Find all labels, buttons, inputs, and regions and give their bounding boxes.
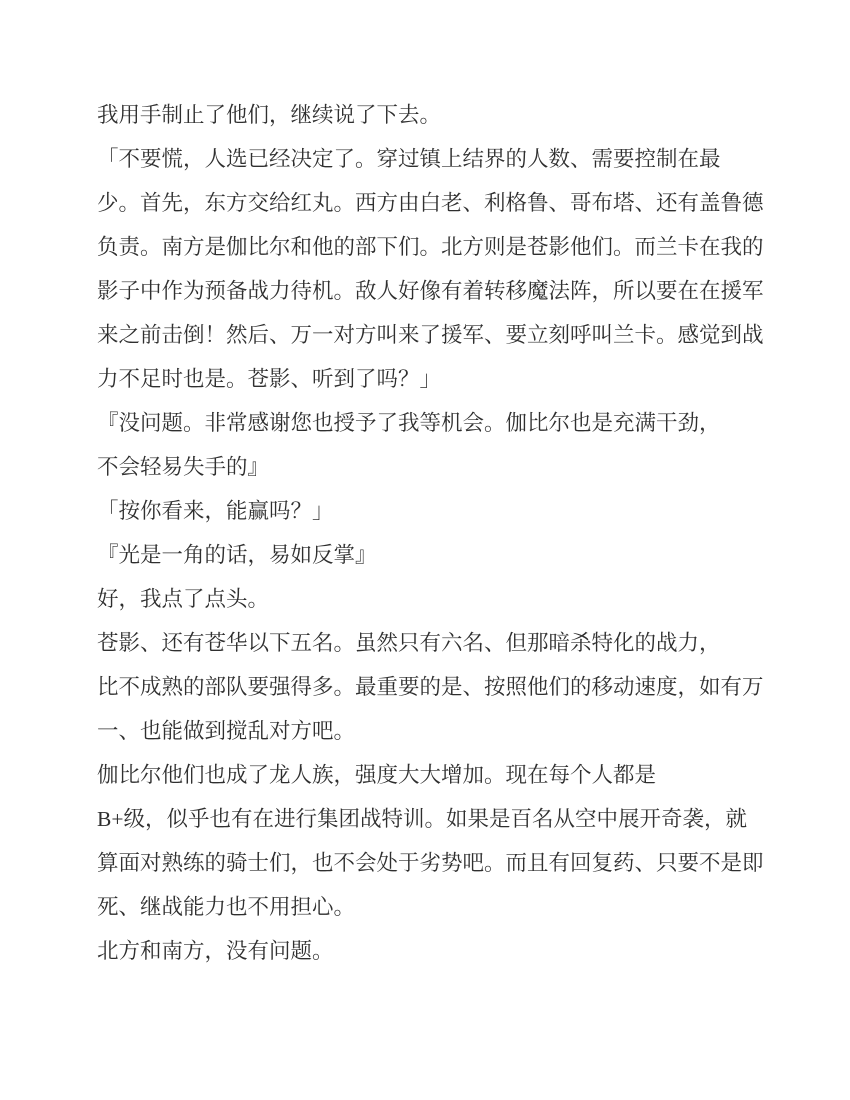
text-line: 「按你看来，能赢吗？」 [97, 499, 334, 523]
text-line: 『光是一角的话，易如反掌』 [97, 543, 377, 567]
text-line: 北方和南方，没有问题。 [97, 939, 334, 963]
text-line: 来之前击倒！然后、万一对方叫来了援军、要立刻呼叫兰卡。感觉到战 [97, 323, 764, 347]
text-line: 一、也能做到搅乱对方吧。 [97, 719, 356, 743]
text-line: 好，我点了点头。 [97, 587, 270, 611]
text-line: 负责。南方是伽比尔和他的部下们。北方则是苍影他们。而兰卡在我的 [97, 235, 764, 259]
text-line: 『没问题。非常感谢您也授予了我等机会。伽比尔也是充满干劲， [97, 411, 721, 435]
text-line: 不会轻易失手的』 [97, 455, 270, 479]
text-line: 伽比尔他们也成了龙人族，强度大大增加。现在每个人都是 [97, 763, 657, 787]
page-text-block [97, 93, 787, 973]
text-line: 我用手制止了他们，继续说了下去。 [97, 103, 442, 127]
text-line: 力不足时也是。苍影、听到了吗？」 [97, 367, 442, 391]
text-line: 苍影、还有苍华以下五名。虽然只有六名、但那暗杀特化的战力， [97, 631, 721, 655]
text-line: 影子中作为预备战力待机。敌人好像有着转移魔法阵，所以要在在援军 [97, 279, 764, 303]
text-line: 死、继战能力也不用担心。 [97, 895, 356, 919]
text-line: 比不成熟的部队要强得多。最重要的是、按照他们的移动速度，如有万 [97, 675, 764, 699]
text-line: B+级，似乎也有在进行集团战特训。如果是百名从空中展开奇袭，就 [97, 807, 747, 831]
text-line: 算面对熟练的骑士们，也不会处于劣势吧。而且有回复药、只要不是即 [97, 851, 764, 875]
text-line: 少。首先，东方交给红丸。西方由白老、利格鲁、哥布塔、还有盖鲁德 [97, 191, 764, 215]
text-line: 「不要慌，人选已经决定了。穿过镇上结界的人数、需要控制在最 [97, 147, 721, 171]
